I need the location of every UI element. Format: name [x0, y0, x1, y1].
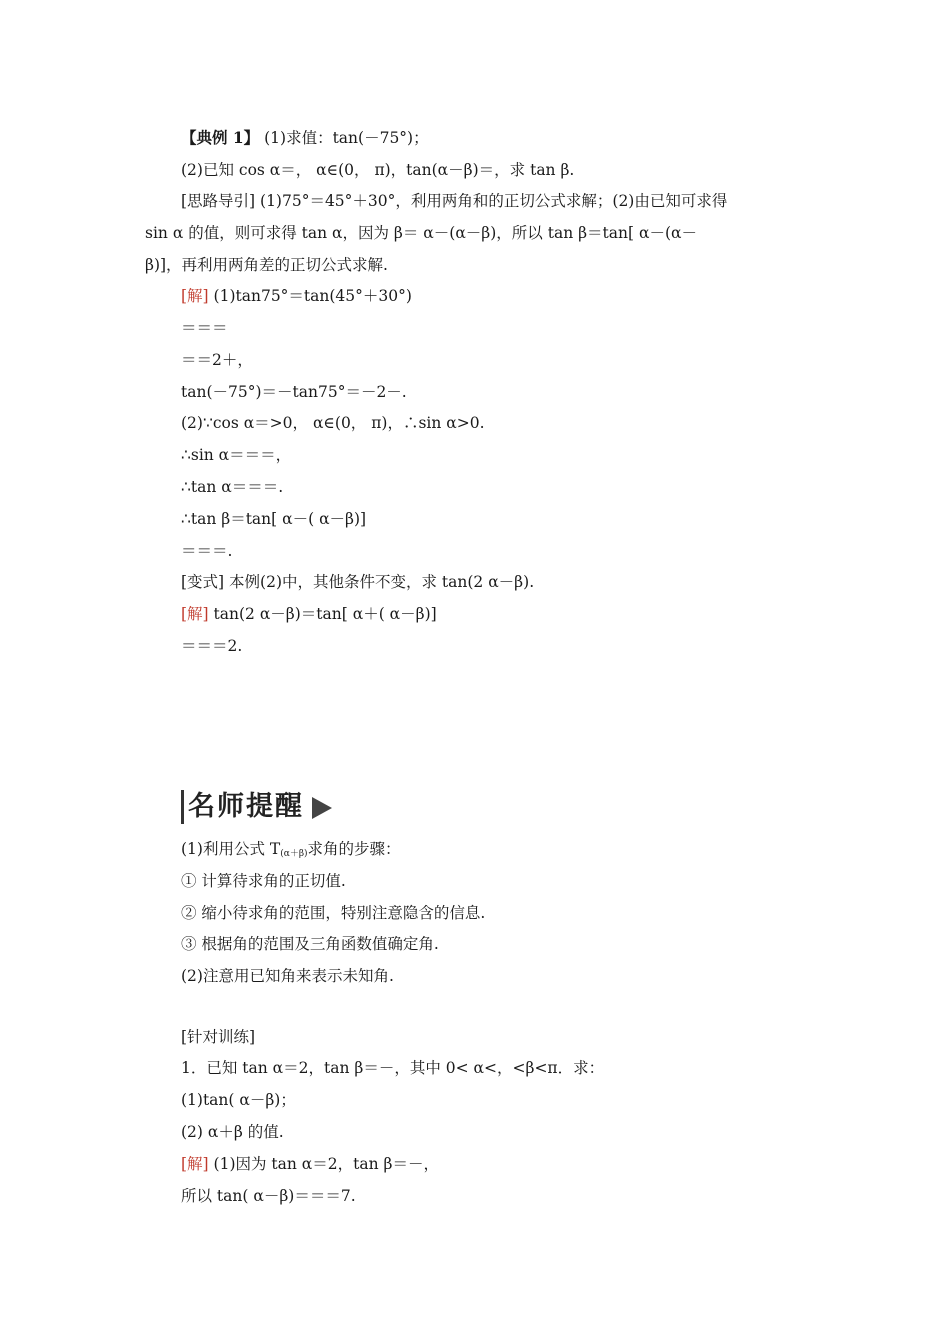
tips-line-5: (2)注意用已知角来表示未知角.: [181, 967, 394, 985]
solution-line-2: ＝＝＝: [181, 319, 228, 337]
solution-line-6: ∴sin α＝＝＝，: [181, 446, 292, 464]
example-part2: (2)已知 cos α＝， α∈(0， π)，tan(α－β)＝，求 tan β.: [181, 161, 575, 179]
solution-line-3: ＝＝2＋，: [181, 351, 253, 369]
variant-solution-line-2: ＝＝＝2.: [181, 637, 243, 655]
solution-line-9: ＝＝＝.: [181, 542, 233, 560]
variant-text: 本例(2)中，其他条件不变，求 tan(2 α－β).: [229, 573, 535, 591]
tips-line-2: ① 计算待求角的正切值.: [181, 872, 346, 890]
hint-line-2: sin α 的值，则可求得 tan α，因为 β＝ α－(α－β)，所以 tan β＝tan[ α－(α－: [145, 224, 697, 242]
tips-line-3: ② 缩小待求角的范围，特别注意隐含的信息.: [181, 904, 486, 922]
tips-arrow-icon: [312, 797, 332, 819]
variant-question: [181, 572, 534, 592]
example-tag: 【典例 1】: [181, 128, 260, 147]
practice-solution-line-1: [181, 1154, 439, 1174]
tips-heading: 名师提醒: [188, 791, 304, 822]
tips-heading-bar: [181, 790, 184, 824]
practice-title: [针对训练]: [181, 1028, 256, 1046]
tips-line-1-sub: (α＋β): [280, 849, 308, 859]
practice-question-1b: (2) α＋β 的值.: [181, 1123, 284, 1141]
hint-line-1: [思路导引] (1)75°＝45°＋30°，利用两角和的正切公式求解；(2)由已知可求得: [181, 192, 728, 210]
example-header: [181, 128, 429, 148]
practice-solution-line-2: 所以 tan( α－β)＝＝＝7.: [181, 1187, 356, 1205]
example-part1: (1)求值：tan(－75°)；: [264, 129, 429, 147]
solution-label: [解]: [181, 287, 209, 305]
practice-solution-text-1: (1)因为 tan α＝2，tan β＝－，: [213, 1155, 439, 1173]
tips-line-1-b: 求角的步骤：: [307, 840, 401, 858]
solution-line-4: tan(－75°)＝－tan75°＝－2－.: [181, 383, 407, 401]
solution-line-1: [181, 286, 412, 306]
solution-text-1: (1)tan75°＝tan(45°＋30°): [213, 287, 412, 305]
solution-line-8: ∴tan β＝tan[ α－( α－β)]: [181, 510, 367, 528]
variant-solution-line-1: [181, 604, 437, 624]
solution-line-7: ∴tan α＝＝＝.: [181, 478, 284, 496]
practice-solution-label: [解]: [181, 1155, 209, 1173]
variant-solution-text-1: tan(2 α－β)＝tan[ α＋( α－β)]: [213, 605, 437, 623]
solution-line-5: (2)∵cos α＝>0， α∈(0， π)，∴sin α>0.: [181, 414, 485, 432]
practice-question-1: 1．已知 tan α＝2，tan β＝－，其中 0< α<，<β<π．求：: [181, 1059, 605, 1077]
tips-line-4: ③ 根据角的范围及三角函数值确定角.: [181, 935, 439, 953]
variant-label: [变式]: [181, 573, 225, 591]
tips-line-1: [181, 839, 401, 864]
hint-line-3: β)]，再利用两角差的正切公式求解.: [145, 256, 388, 274]
variant-solution-label: [解]: [181, 605, 209, 623]
practice-question-1a: (1)tan( α－β)；: [181, 1091, 296, 1109]
tips-line-1-a: (1)利用公式 T: [181, 840, 281, 858]
